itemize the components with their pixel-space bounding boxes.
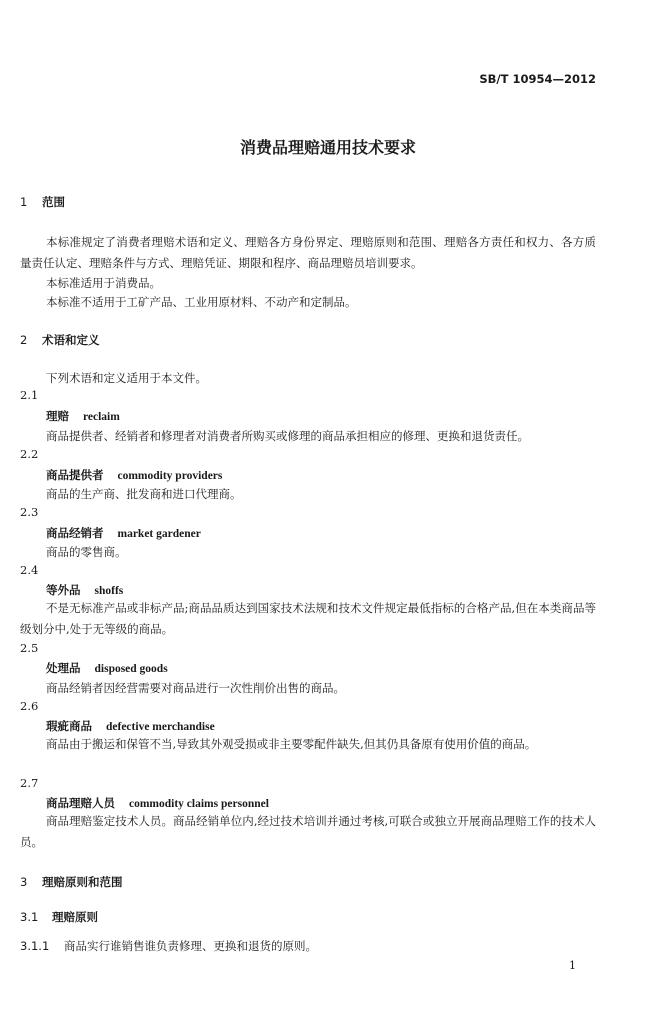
scope-paragraph: 本标准规定了消费者理赔术语和定义、理赔各方身份界定、理赔原则和范围、理赔各方责任和权力、各方质量责任认定、理赔条件与方式、理赔凭证、期限和程序、商品理赔员培训要求。 xyxy=(20,235,596,270)
section-2-heading xyxy=(20,332,100,348)
term-en: shoffs xyxy=(94,585,124,597)
term-cn: 商品经销者 xyxy=(46,526,104,540)
term-en: commodity providers xyxy=(117,470,223,482)
page-title: 消费品理赔通用技术要求 xyxy=(239,138,416,157)
section-number: 1 xyxy=(20,195,28,209)
term-definition: 商品经销者因经营需要对商品进行一次性削价出售的商品。 xyxy=(46,681,345,695)
term-number: 2.7 xyxy=(20,776,39,790)
section-number: 3 xyxy=(20,875,28,889)
term-definition: 商品的生产商、批发商和进口代理商。 xyxy=(46,487,242,501)
section-3-heading xyxy=(20,874,123,890)
term-definition: 不是无标准产品或非标产品;商品品质达到国家技术法规和技术文件规定最低指标的合格产品,但在本类商品等级划分中,处于无等级的商品。 xyxy=(20,601,596,636)
term-en: market gardener xyxy=(117,528,201,540)
term-en: disposed goods xyxy=(94,663,168,675)
scope-exclusions: 本标准不适用于工矿产品、工业用原材料、不动产和定制品。 xyxy=(46,295,357,309)
page-number: 1 xyxy=(569,959,576,972)
term-cn: 理赔 xyxy=(46,409,69,423)
term-title xyxy=(46,525,201,541)
term-definition: 商品的零售商。 xyxy=(46,545,127,559)
term-title xyxy=(46,795,269,811)
term-cn: 瑕疵商品 xyxy=(46,719,92,733)
section-title: 理赔原则和范围 xyxy=(42,875,123,889)
section-title: 术语和定义 xyxy=(42,333,100,347)
term-cn: 商品理赔人员 xyxy=(46,796,115,810)
term-definition: 商品由于搬运和保管不当,导致其外观受损或非主要零配件缺失,但其仍具备原有使用价值的商品。 xyxy=(46,737,537,751)
term-number: 2.4 xyxy=(20,563,39,577)
term-title xyxy=(46,408,120,424)
term-cn: 等外品 xyxy=(46,583,81,597)
subsection-heading xyxy=(20,909,98,925)
term-number: 2.6 xyxy=(20,699,39,713)
term-title xyxy=(46,718,215,734)
term-en: defective merchandise xyxy=(106,721,215,733)
clause-number: 3.1.1 xyxy=(20,939,50,953)
standard-code: SB/T 10954—2012 xyxy=(479,72,596,86)
scope-applicability: 本标准适用于消费品。 xyxy=(46,276,161,290)
term-number: 2.5 xyxy=(20,641,39,655)
section-title: 范围 xyxy=(42,195,65,209)
term-title xyxy=(46,582,123,598)
term-title xyxy=(46,467,222,483)
clause-text: 商品实行谁销售谁负责修理、更换和退货的原则。 xyxy=(64,939,317,953)
term-cn: 处理品 xyxy=(46,661,81,675)
term-en: reclaim xyxy=(83,411,120,423)
subsection-title: 理赔原则 xyxy=(52,910,98,924)
term-en: commodity claims personnel xyxy=(129,798,269,810)
subsection-number: 3.1 xyxy=(20,910,39,924)
section-1-heading xyxy=(20,194,65,210)
term-number: 2.1 xyxy=(20,388,39,402)
term-cn: 商品提供者 xyxy=(46,468,104,482)
term-definition: 商品提供者、经销者和修理者对消费者所购买或修理的商品承担相应的修理、更换和退货责任。 xyxy=(46,429,529,443)
clause-item xyxy=(20,938,317,954)
term-number: 2.3 xyxy=(20,505,39,519)
section-number: 2 xyxy=(20,333,28,347)
terms-intro: 下列术语和定义适用于本文件。 xyxy=(46,371,207,385)
term-definition: 商品理赔鉴定技术人员。商品经销单位内,经过技术培训并通过考核,可联合或独立开展商品理赔工作的技术人员。 xyxy=(20,814,596,849)
term-number: 2.2 xyxy=(20,447,39,461)
term-title xyxy=(46,660,168,676)
